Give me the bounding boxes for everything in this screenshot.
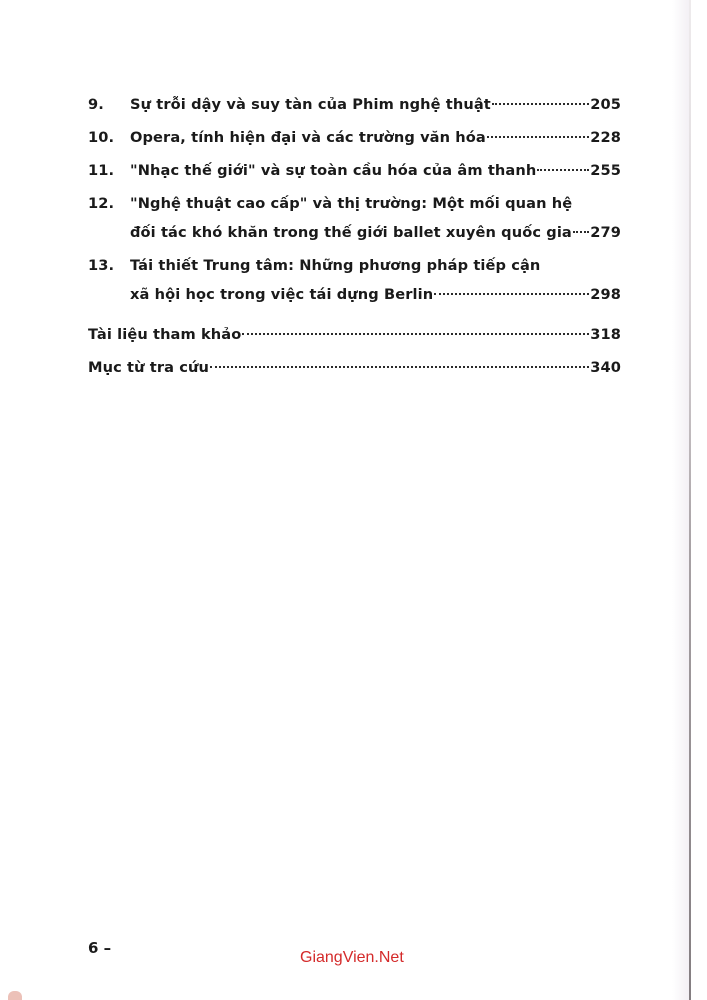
chapter-title-line-1: Tái thiết Trung tâm: Những phương pháp tiếp cận [130, 257, 541, 274]
appendix-title: Mục từ tra cứu [88, 359, 210, 376]
page-number: 228 [590, 129, 621, 146]
chapter-title: "Nhạc thế giới" và sự toàn cầu hóa của âm thanh [130, 162, 537, 179]
dot-leader [210, 365, 589, 368]
toc-entry-index[interactable] [88, 353, 621, 382]
watermark-link[interactable]: GiangVien.Net [300, 949, 404, 966]
chapter-number: 13. [88, 257, 115, 274]
page-number: 205 [590, 96, 621, 113]
dot-leader [573, 230, 589, 233]
page-number: 340 [590, 359, 621, 376]
chapter-title-line-2: xã hội học trong việc tái dựng Berlin [130, 286, 434, 303]
footer-page-number: 6 – [88, 939, 112, 957]
chapter-number: 11. [88, 162, 115, 179]
dot-leader [487, 135, 589, 138]
dot-leader [434, 292, 589, 295]
page-number: 279 [590, 224, 621, 241]
toc-entry-chapter-13[interactable] [88, 251, 621, 309]
chapter-title: Opera, tính hiện đại và các trường văn hóa [130, 129, 486, 146]
chapter-title: Sự trỗi dậy và suy tàn của Phim nghệ thuật [130, 96, 491, 113]
corner-smudge [8, 991, 22, 1000]
dot-leader [492, 102, 589, 105]
toc-entry-chapter-10[interactable] [88, 123, 621, 152]
chapter-title-line-1: "Nghệ thuật cao cấp" và thị trường: Một mối quan hệ [130, 195, 573, 212]
toc-entry-chapter-9[interactable] [88, 90, 621, 119]
toc-entry-chapter-11[interactable] [88, 156, 621, 185]
table-of-contents [88, 90, 621, 382]
page-edge-shade [672, 0, 689, 1000]
dot-leader [537, 168, 589, 171]
chapter-number: 12. [88, 195, 115, 212]
page-edge-line [689, 0, 691, 1000]
page-number: 318 [590, 326, 621, 343]
toc-entry-references[interactable] [88, 320, 621, 349]
appendix-title: Tài liệu tham khảo [88, 326, 242, 343]
chapter-number: 10. [88, 129, 115, 146]
chapter-title-line-2: đối tác khó khăn trong thế giới ballet xuyên quốc gia [130, 224, 572, 241]
dot-leader [242, 332, 589, 335]
toc-entry-chapter-12[interactable] [88, 189, 621, 247]
page-number: 298 [590, 286, 621, 303]
page-number: 255 [590, 162, 621, 179]
chapter-number: 9. [88, 96, 104, 113]
